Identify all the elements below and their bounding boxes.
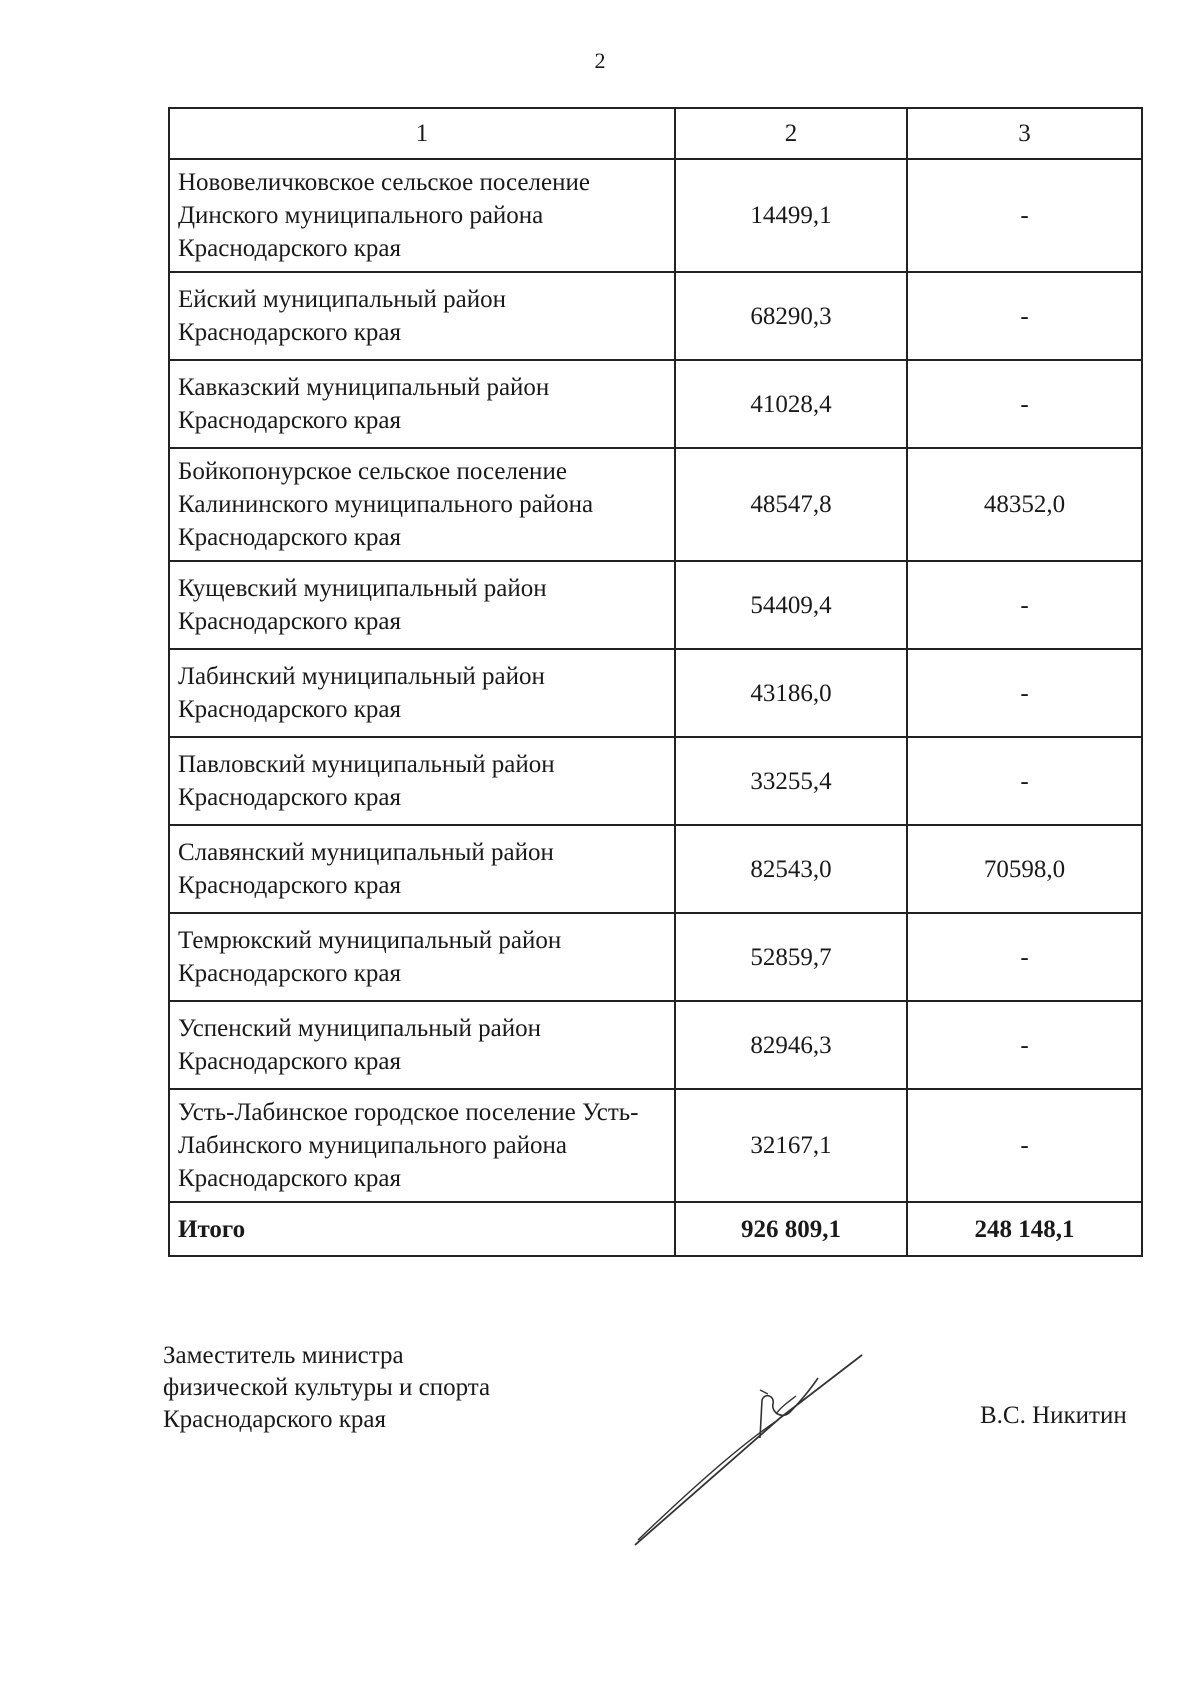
table-row: [169, 448, 1142, 561]
signatory-title-line: Краснодарского края: [163, 1406, 386, 1433]
total-value-2: 926 809,1: [675, 1202, 907, 1256]
row-value-3: -: [907, 649, 1142, 737]
table-row: [169, 272, 1142, 360]
row-value-2: 41028,4: [675, 360, 907, 448]
row-name: Славянский муниципальный район Краснодарского края: [169, 825, 675, 913]
signatory-title: [163, 1340, 490, 1436]
header-row: [169, 108, 1142, 159]
row-value-3: -: [907, 913, 1142, 1001]
row-value-2: 32167,1: [675, 1089, 907, 1202]
row-value-3: 70598,0: [907, 825, 1142, 913]
row-value-2: 48547,8: [675, 448, 907, 561]
total-row: [169, 1202, 1142, 1256]
row-name: Нововеличковское сельское поселение Динского муниципального района Краснодарского края: [169, 159, 675, 272]
row-value-2: 43186,0: [675, 649, 907, 737]
row-name: Успенский муниципальный район Краснодарского края: [169, 1001, 675, 1089]
row-name: Кавказский муниципальный район Краснодарского края: [169, 360, 675, 448]
table-row: [169, 1001, 1142, 1089]
row-value-3: -: [907, 360, 1142, 448]
signatory-title-line: Заместитель министра: [163, 1342, 404, 1369]
row-name: Павловский муниципальный район Краснодарского края: [169, 737, 675, 825]
header-cell-1: 1: [169, 108, 675, 159]
handwritten-signature: [630, 1350, 870, 1550]
total-value-3: 248 148,1: [907, 1202, 1142, 1256]
table-row: [169, 360, 1142, 448]
page-number: 2: [594, 48, 606, 73]
row-name: Бойкопонурское сельское поселение Калининского муниципального района Краснодарского края: [169, 448, 675, 561]
row-value-3: -: [907, 159, 1142, 272]
total-label: Итого: [169, 1202, 675, 1256]
row-value-3: -: [907, 1001, 1142, 1089]
table-row: [169, 1089, 1142, 1202]
row-name: Лабинский муниципальный район Краснодарского края: [169, 649, 675, 737]
row-name: Ейский муниципальный район Краснодарского края: [169, 272, 675, 360]
row-value-2: 82543,0: [675, 825, 907, 913]
table-row: [169, 913, 1142, 1001]
row-value-2: 68290,3: [675, 272, 907, 360]
row-value-2: 14499,1: [675, 159, 907, 272]
row-name: Усть-Лабинское городское поселение Усть-Лабинского муниципального района Краснодарского края: [169, 1089, 675, 1202]
table-row: [169, 737, 1142, 825]
table-row: [169, 649, 1142, 737]
header-cell-3: 3: [907, 108, 1142, 159]
table-row: [169, 561, 1142, 649]
row-value-3: -: [907, 272, 1142, 360]
row-value-2: 33255,4: [675, 737, 907, 825]
row-value-3: -: [907, 1089, 1142, 1202]
row-value-2: 52859,7: [675, 913, 907, 1001]
row-name: Темрюкский муниципальный район Краснодарского края: [169, 913, 675, 1001]
signatory-title-line: физической культуры и спорта: [163, 1374, 491, 1401]
header-cell-2: 2: [675, 108, 907, 159]
row-value-3: -: [907, 737, 1142, 825]
table-row: [169, 159, 1142, 272]
row-value-2: 82946,3: [675, 1001, 907, 1089]
allocation-table: [168, 107, 1143, 1257]
row-value-3: -: [907, 561, 1142, 649]
row-value-2: 54409,4: [675, 561, 907, 649]
row-name: Кущевский муниципальный район Краснодарского края: [169, 561, 675, 649]
signatory-name: В.С. Никитин: [980, 1402, 1127, 1429]
row-value-3: 48352,0: [907, 448, 1142, 561]
table-row: [169, 825, 1142, 913]
